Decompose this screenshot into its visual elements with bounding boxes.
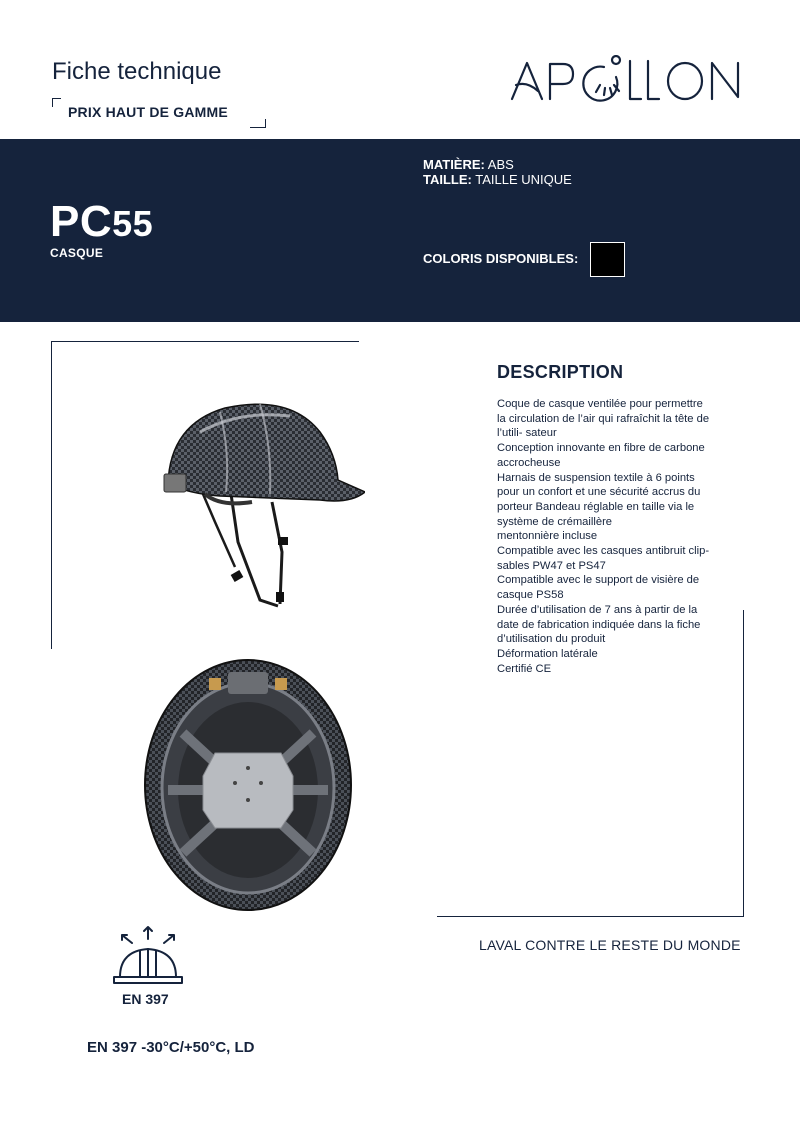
description-line: Compatible avec le support de visière de xyxy=(497,574,700,587)
tier-label: PRIX HAUT DE GAMME xyxy=(68,104,228,120)
model-digits: 55 xyxy=(112,203,154,244)
spec-material xyxy=(423,157,514,172)
description-line: pour un confort et une sécurité accrus du xyxy=(497,486,701,499)
description-line: système de crémaillère xyxy=(497,515,613,528)
helmet-side-image xyxy=(160,392,365,617)
description-line: Harnais de suspension textile à 6 points xyxy=(497,471,695,484)
tier-badge xyxy=(52,98,266,128)
colors-label: COLORIS DISPONIBLES: xyxy=(423,251,579,266)
bracket-corner-top-left xyxy=(52,98,61,107)
spec-material-value: ABS xyxy=(487,157,514,172)
sheet-title: Fiche technique xyxy=(52,58,222,85)
description-line: l’utili- sateur xyxy=(497,427,557,440)
spec-material-key: MATIÈRE: xyxy=(423,157,485,172)
spec-size-key: TAILLE: xyxy=(423,172,472,187)
brand-logo xyxy=(508,55,748,105)
description-line: Déformation latérale xyxy=(497,647,598,660)
spec-size-value: TAILLE UNIQUE xyxy=(475,172,572,187)
model-number xyxy=(50,197,153,247)
hard-hat-icon xyxy=(110,925,190,987)
description-line: accrocheuse xyxy=(497,456,561,469)
description-title: DESCRIPTION xyxy=(497,362,624,382)
description-line: porteur Bandeau réglable en taille via le xyxy=(497,500,695,513)
color-swatch-black xyxy=(590,242,625,277)
helmet-top-image xyxy=(143,658,353,912)
description-line: Certifié CE xyxy=(497,662,552,675)
description-line: mentonnière incluse xyxy=(497,530,598,543)
product-category: CASQUE xyxy=(50,246,104,260)
certification-line: EN 397 -30°C/+50°C, LD xyxy=(87,1039,255,1056)
frame-line-bottom xyxy=(437,916,744,917)
model-letters: PC xyxy=(50,197,113,246)
description-line: date de fabrication indiquée dans la fiche xyxy=(497,618,701,631)
frame-line-top xyxy=(51,341,359,342)
spec-size xyxy=(423,172,572,187)
frame-line-right xyxy=(743,610,744,917)
standard-label: EN 397 xyxy=(122,991,169,1007)
frame-line-left xyxy=(51,341,52,649)
description-line: Conception innovante en fibre de carbone xyxy=(497,442,705,455)
description-line: Coque de casque ventilée pour permettre xyxy=(497,398,703,410)
brand-logo-text: APOLLON xyxy=(508,55,513,56)
description-line: Durée d’utilisation de 7 ans à partir de la xyxy=(497,603,698,616)
bracket-corner-bottom-right xyxy=(250,119,266,128)
description-line: Compatible avec les casques antibruit clip- xyxy=(497,545,710,558)
description-list xyxy=(497,397,725,676)
description-line: sables PW47 et PS47 xyxy=(497,559,606,572)
product-band xyxy=(0,139,800,322)
tagline: LAVAL CONTRE LE RESTE DU MONDE xyxy=(479,937,741,953)
description-line: d’utilisation du produit xyxy=(497,633,606,646)
description-line: casque PS58 xyxy=(497,589,564,602)
description-line: la circulation de l’air qui rafraîchit la tête de xyxy=(497,412,710,425)
